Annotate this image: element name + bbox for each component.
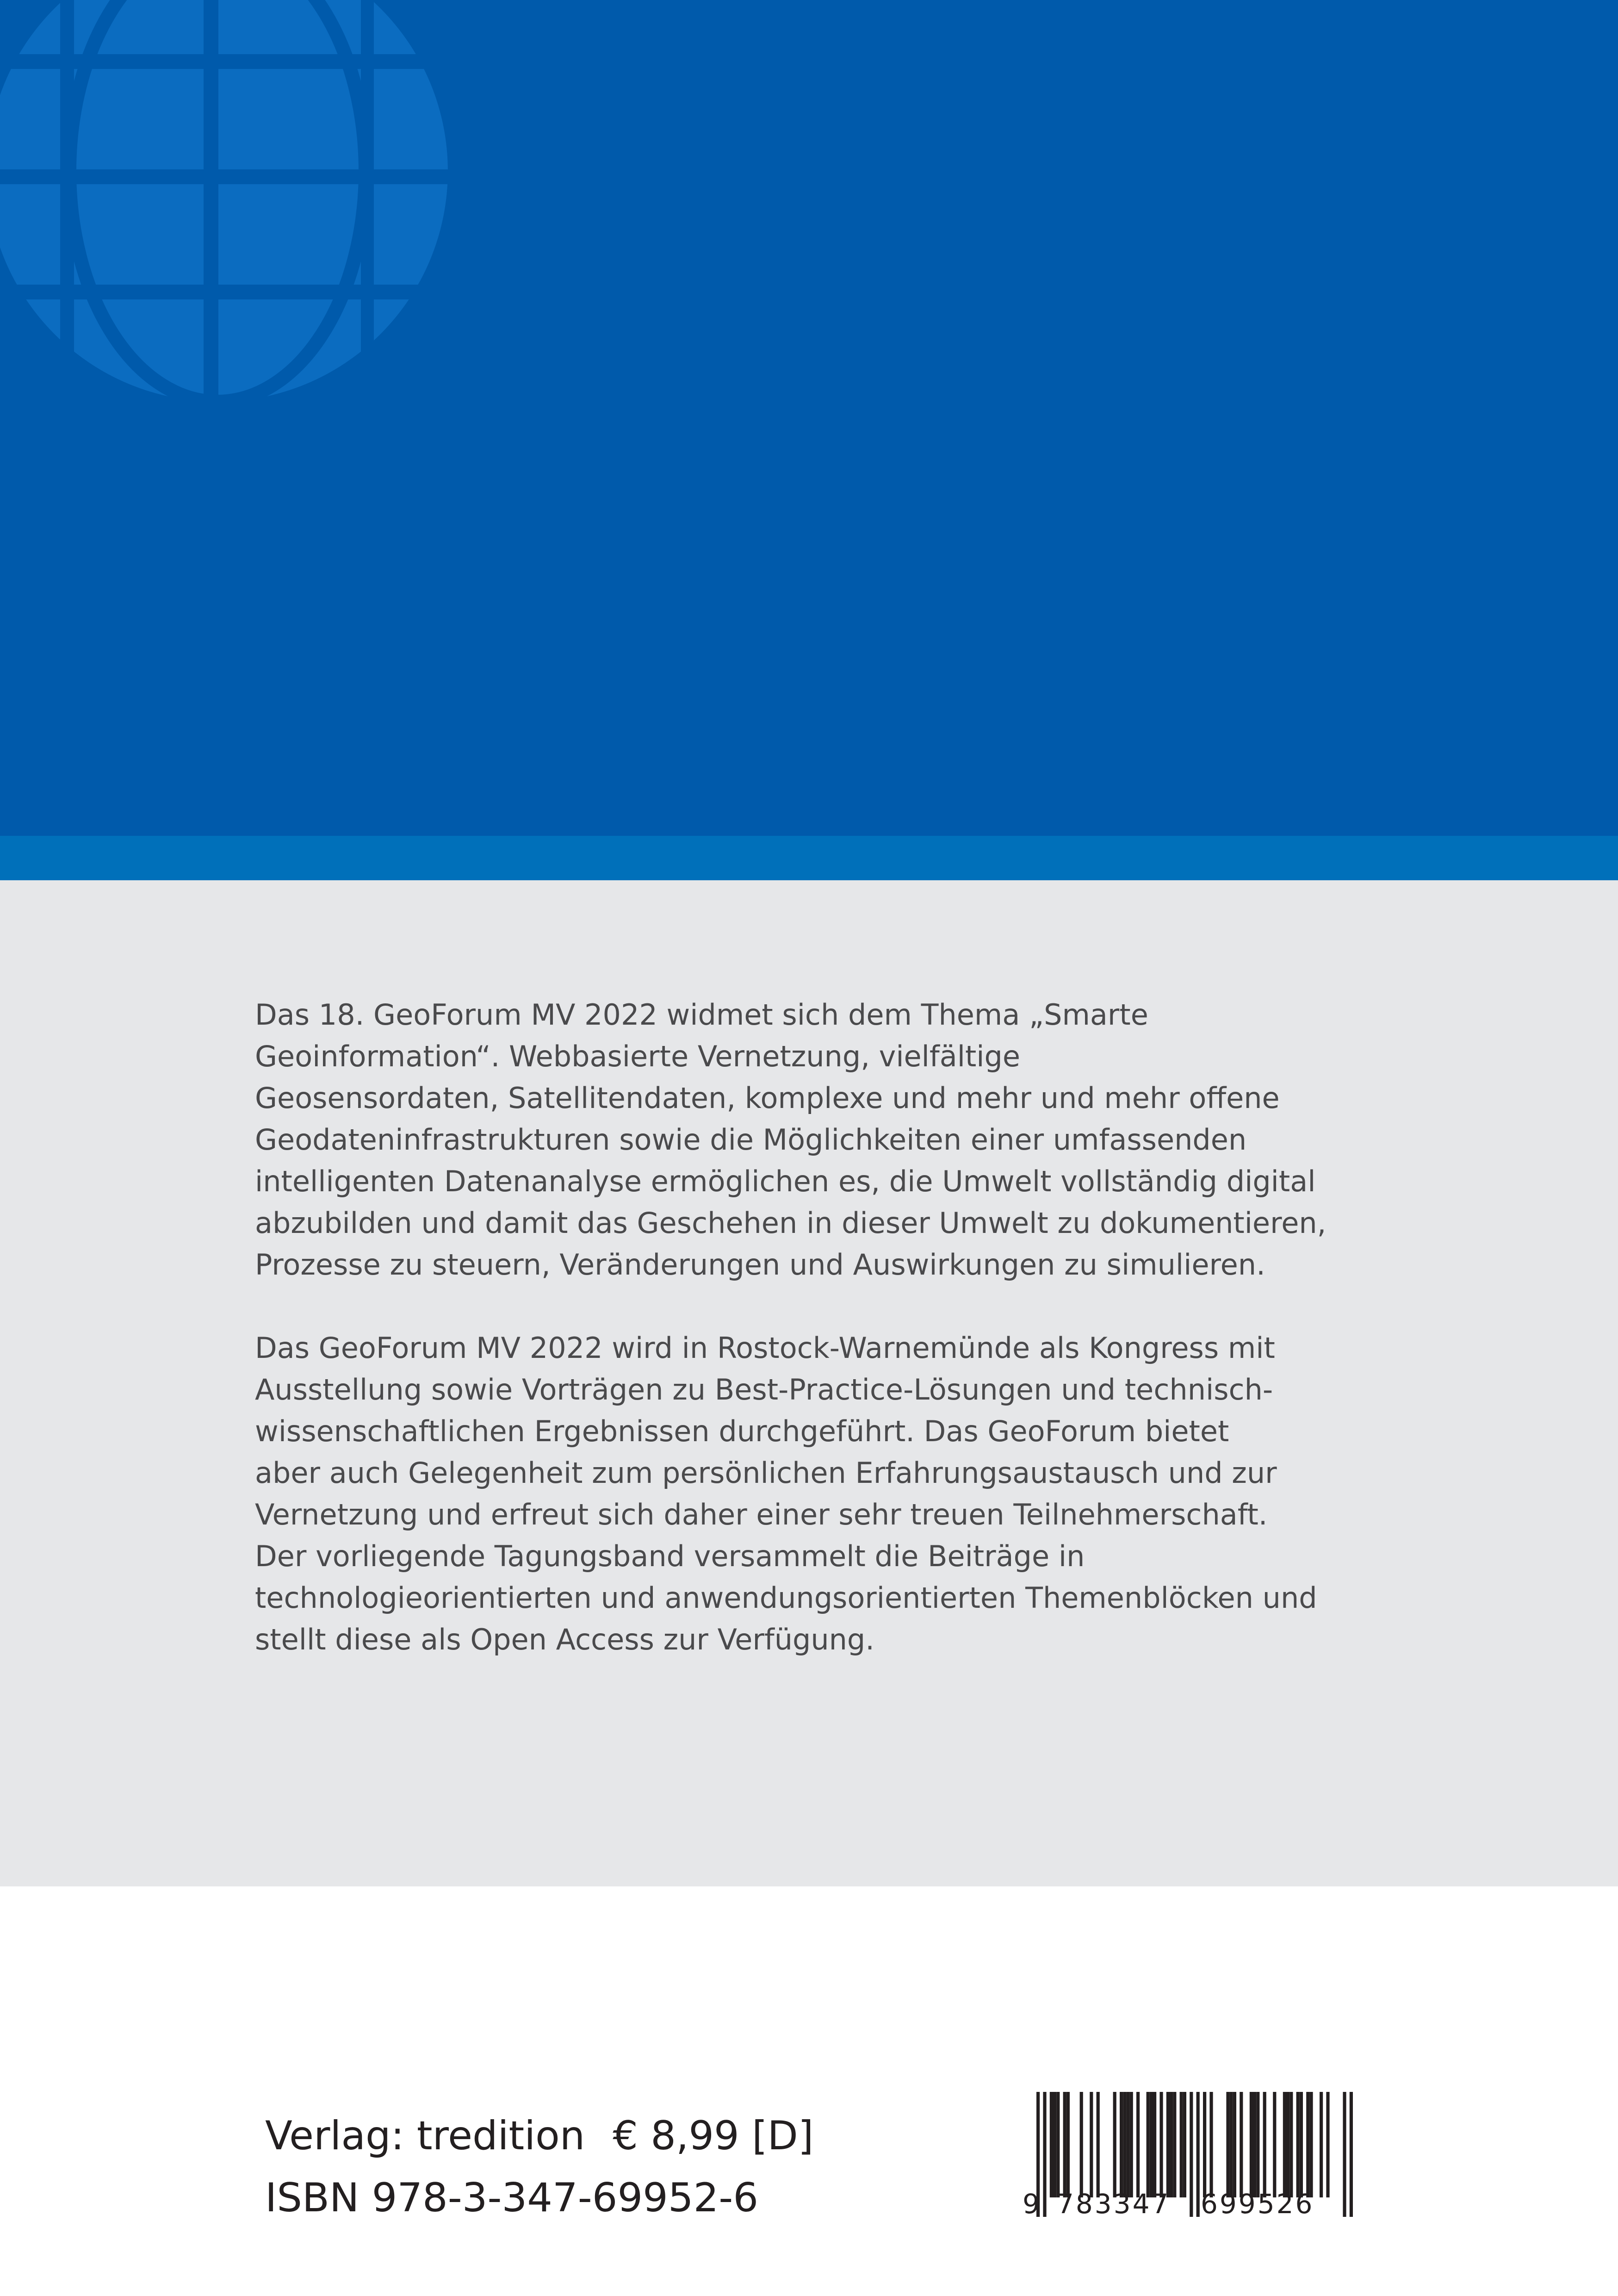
- barcode-bar: [1126, 2092, 1129, 2197]
- barcode-bar: [1240, 2092, 1243, 2197]
- barcode-bar: [1159, 2092, 1163, 2197]
- barcode-bar: [1283, 2092, 1286, 2197]
- barcode-bar: [1066, 2092, 1070, 2197]
- price-label: € 8,99 [D]: [613, 2113, 814, 2159]
- barcode-bar: [1320, 2092, 1323, 2197]
- barcode-bar: [1150, 2092, 1153, 2197]
- barcode-digits: [1023, 2185, 1365, 2222]
- barcode-digit-group-2: 699526: [1201, 2188, 1314, 2220]
- top-band: [0, 0, 1618, 836]
- globe-icon: [0, 0, 449, 417]
- barcode-bar: [1309, 2092, 1313, 2197]
- barcode-bar: [1153, 2092, 1156, 2197]
- barcode-bar: [1183, 2092, 1186, 2197]
- barcode-bar: [1230, 2092, 1233, 2197]
- barcode-bar: [1233, 2092, 1236, 2197]
- blurb-paragraph-2: Das GeoForum MV 2022 wird in Rostock-Warnemünde als Kongress mit Ausstellung sowie Vorträgen zu Best-Practice-Lösungen und technisch- wissenschaftlichen Ergebnissen durchgeführt. Das GeoForum bietet aber auch Gelegenheit zum persönlichen Erfahrungsaustausch und zur Vernetzung und erfreut sich daher einer sehr treuen Teilnehmerschaft. Der vorliegende Tagungsband versammelt die Beiträge in technologieorientierten und anwendungsorientierten Themenblöcken und stellt diese als Open Access zur Verfügung.: [255, 1331, 1317, 1656]
- barcode-bar: [1136, 2092, 1140, 2197]
- barcode-bar: [1289, 2092, 1293, 2197]
- barcode-bar: [1113, 2092, 1116, 2197]
- barcode-bar: [1056, 2092, 1060, 2197]
- publisher-label: Verlag: tredition: [265, 2113, 585, 2159]
- imprint-line: [265, 2110, 813, 2161]
- barcode-bar: [1173, 2092, 1176, 2197]
- barcode-bar: [1300, 2092, 1303, 2197]
- blurb-paragraph-1: Das 18. GeoForum MV 2022 widmet sich dem Thema „Smarte Geoinformation“. Webbasierte Vernetzung, vielfältige Geosensordaten, Satellitendaten, komplexe und mehr und mehr offene Geodateninfrastrukturen sowie die Möglichkeiten einer umfassenden intelligenten Datenanalyse ermöglichen es, die Umwelt vollständig digital abzubilden und damit das Geschehen in dieser Umwelt zu dokumentieren, Prozesse zu steuern, Veränderungen und Auswirkungen zu simulieren.: [255, 998, 1327, 1282]
- barcode-bar: [1166, 2092, 1170, 2197]
- barcode-bar: [1170, 2092, 1173, 2197]
- isbn-label: ISBN 978-3-347-69952-6: [265, 2175, 759, 2221]
- barcode-lead-digit: 9: [1023, 2188, 1040, 2220]
- barcode-bar: [1326, 2092, 1329, 2197]
- barcode-bar: [1203, 2092, 1206, 2197]
- barcode-bar: [1256, 2092, 1259, 2197]
- barcode-bar: [1130, 2092, 1133, 2197]
- barcode-bar: [1250, 2092, 1253, 2197]
- barcode-bar: [1123, 2092, 1126, 2197]
- barcode-bar: [1090, 2092, 1093, 2197]
- barcode-bar: [1253, 2092, 1256, 2197]
- barcode-digit-group-1: 783347: [1057, 2188, 1171, 2220]
- barcode-bar: [1273, 2092, 1276, 2197]
- barcode-bar: [1053, 2092, 1056, 2197]
- barcode-bar: [1120, 2092, 1123, 2197]
- barcode-bar: [1286, 2092, 1289, 2197]
- barcode-bar: [1063, 2092, 1066, 2197]
- barcode-bar: [1296, 2092, 1300, 2197]
- barcode-bar: [1263, 2092, 1266, 2197]
- barcode-bar: [1209, 2092, 1213, 2197]
- barcode-bar: [1050, 2092, 1053, 2197]
- barcode-bar: [1180, 2092, 1183, 2197]
- barcode-bar: [1226, 2092, 1229, 2197]
- barcode-bar: [1097, 2092, 1100, 2197]
- barcode-bar: [1306, 2092, 1309, 2197]
- accent-stripe: [0, 836, 1618, 880]
- imprint-area: [0, 1886, 1618, 2296]
- barcode-bar: [1080, 2092, 1083, 2197]
- barcode-bar: [1147, 2092, 1150, 2197]
